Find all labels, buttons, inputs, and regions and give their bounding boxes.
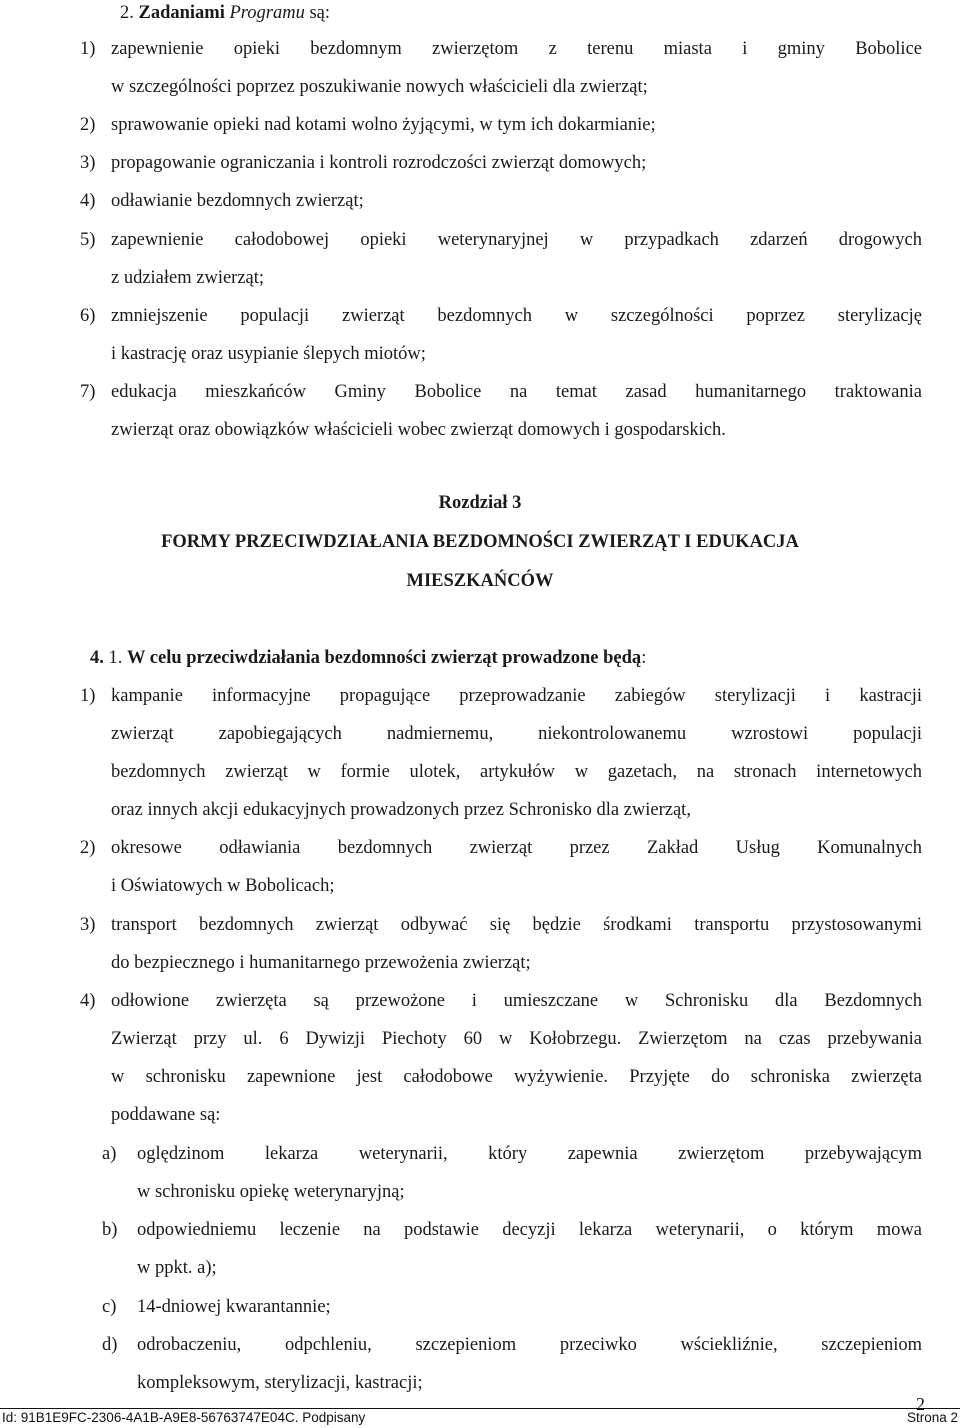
list-item-number: 4) [80,991,96,1011]
list-item-text: zwierząt zapobiegających nadmiernemu, niekontrolowanemu wzrostowi populacji [111,724,922,744]
list-item-text: edukacja mieszkańców Gminy Bobolice na temat zasad humanitarnego traktowania [111,382,922,402]
sub-list-item-letter: d) [102,1335,118,1355]
chapter-label: Rozdział 3 [438,493,522,513]
list-item-text: propagowanie ograniczania i kontroli rozrodczości zwierząt domowych; [111,153,647,173]
section-2-heading-italic: Programu [229,3,305,23]
list-item-text: i Oświatowych w Bobolicach; [111,876,335,896]
list-item-text: okresowe odławiania bezdomnych zwierząt przez Zakład Usług Komunalnych [111,838,922,858]
footer-divider [0,1408,960,1409]
sub-list-item-text: 14-dniowej kwarantannie; [137,1297,331,1317]
sub-list-item-text: w ppkt. a); [137,1258,217,1278]
chapter-title: FORMY PRZECIWDZIAŁANIA BEZDOMNOŚCI ZWIERZĄT I EDUKACJA [161,532,799,552]
sub-list-item-letter: c) [102,1297,117,1317]
list-item-text: oraz innych akcji edukacyjnych prowadzonych przez Schronisko dla zwierząt, [111,800,691,820]
list-item-text: w szczególności poprzez poszukiwanie nowych właścicieli dla zwierząt; [111,77,648,97]
list-item-text: z udziałem zwierząt; [111,268,265,288]
list-item-number: 3) [80,153,96,173]
list-item-text: odławianie bezdomnych zwierząt; [111,191,364,211]
list-item-number: 4) [80,191,96,211]
section-2-heading-bold: Zadaniami [138,3,230,23]
list-item-number: 6) [80,306,96,326]
section-4-heading-colon: : [641,648,647,668]
list-item-number: 1) [80,39,96,59]
list-item-text: kampanie informacyjne propagujące przeprowadzanie zabiegów sterylizacji i kastracji [111,686,922,706]
list-item-number: 7) [80,382,96,402]
list-item-text: zapewnienie całodobowej opieki weterynaryjnej w przypadkach zdarzeń drogowych [111,230,922,250]
list-item-text: Zwierząt przy ul. 6 Dywizji Piechoty 60 w Kołobrzegu. Zwierzętom na czas przebywania [111,1029,922,1049]
section-4-heading-text: W celu przeciwdziałania bezdomności zwierząt prowadzone będą [127,648,642,668]
list-item-text: bezdomnych zwierząt w formie ulotek, artykułów w gazetach, na stronach internetowych [111,762,922,782]
chapter-title-continuation: MIESZKAŃCÓW [406,571,554,591]
list-item-text: zwierząt oraz obowiązków właścicieli wobec zwierząt domowych i gospodarskich. [111,420,726,440]
list-item-text: sprawowanie opieki nad kotami wolno żyjącymi, w tym ich dokarmianie; [111,115,656,135]
list-item-number: 2) [80,115,96,135]
list-item-number: 2) [80,838,96,858]
sub-list-item-letter: b) [102,1220,118,1240]
list-item-number: 5) [80,230,96,250]
list-item-text: w schronisku zapewnione jest całodobowe wyżywienie. Przyjęte do schroniska zwierzęta [111,1067,922,1087]
list-item-text: transport bezdomnych zwierząt odbywać się będzie środkami transportu przystosowanymi [111,915,922,935]
page-footer [0,1394,960,1428]
list-item-text: i kastrację oraz usypianie ślepych miotów; [111,344,426,364]
sub-list-item-text: odrobaczeniu, odpchleniu, szczepieniom przeciwko wściekliźnie, szczepieniom [137,1335,922,1355]
list-item-text: poddawane są: [111,1105,221,1125]
list-item-text: zmniejszenie populacji zwierząt bezdomnych w szczególności poprzez sterylizację [111,306,922,326]
list-item-number: 3) [80,915,96,935]
list-item-text: do bezpiecznego i humanitarnego przewożenia zwierząt; [111,953,531,973]
list-item-text: odłowione zwierzęta są przewożone i umieszczane w Schronisku dla Bezdomnych [111,991,922,1011]
sub-list-item-text: w schronisku opiekę weterynaryjną; [137,1182,405,1202]
section-2-number: 2. [120,3,139,23]
sub-list-item-letter: a) [102,1144,117,1164]
list-item-text: zapewnienie opieki bezdomnym zwierzętom z terenu miasta i gminy Bobolice [111,39,922,59]
page-number: 2 [916,1394,925,1414]
document-id: Id: 91B1E9FC-2306-4A1B-A9E8-56763747E04C. Podpisany [2,1410,366,1425]
section-4-number: 4. [90,648,104,668]
sub-list-item-text: kompleksowym, sterylizacji, kastracji; [137,1373,423,1393]
page-label: Strona 2 [906,1410,958,1425]
paragraph-number: 1. [103,648,127,668]
section-2-heading-rest: są: [304,3,331,23]
sub-list-item-text: oględzinom lekarza weterynarii, który zapewnia zwierzętom przebywającym [137,1144,922,1164]
list-item-number: 1) [80,686,96,706]
sub-list-item-text: odpowiedniemu leczenie na podstawie decyzji lekarza weterynarii, o którym mowa [137,1220,922,1240]
